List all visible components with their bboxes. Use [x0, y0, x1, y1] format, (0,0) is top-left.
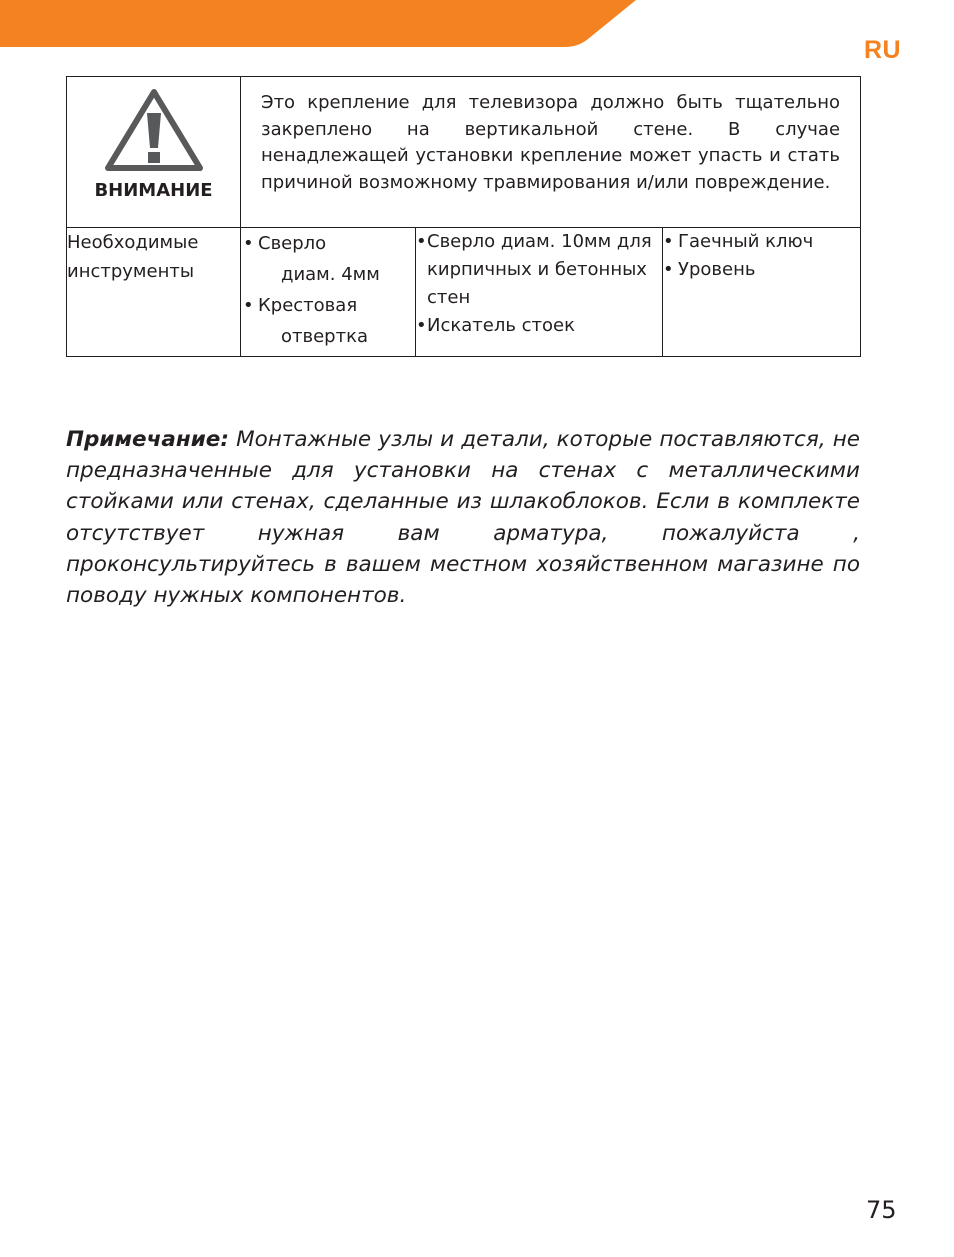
note-text: Монтажные узлы и детали, которые поставляются, не предназначенные для установки на стенах с металлическими стойками или стенах, сделанные из шлакоблоков. Если в комплекте отсутствует нужная вам арматура, пожалуйста , проконсультируйтесь в вашем местном хозяйственном магазине по поводу нужных компонентов. [66, 427, 860, 609]
tool-name: Крестовая [258, 295, 358, 316]
list-item: • Искатель стоек [416, 315, 575, 336]
list-item: • Крестовая отвертка [241, 290, 415, 352]
tool-name: Уровень [678, 259, 756, 280]
warning-text-cell [241, 77, 861, 228]
tool-name: Гаечный ключ [678, 231, 814, 252]
tools-column-wrench-level [663, 228, 861, 357]
list-item: • Уровень [663, 259, 756, 280]
tools-column-drill-screwdriver [241, 228, 416, 357]
note-paragraph [66, 424, 860, 611]
warning-triangle-icon [104, 88, 204, 172]
list-item: • Сверло диам. 10мм для кирпичных и бетонных стен [416, 231, 652, 308]
note-label: Примечание: [66, 427, 229, 452]
language-tag: RU [864, 36, 902, 64]
list-item: • Сверло диам. 4мм [241, 228, 415, 290]
tools-label: Необходимые инструменты [67, 228, 241, 357]
warning-cell [67, 77, 241, 228]
tool-detail: диам. 4мм [281, 264, 380, 285]
tool-name: Сверло диам. 10мм для кирпичных и бетонных стен [427, 231, 652, 308]
warning-label: ВНИМАНИЕ [94, 180, 213, 201]
header-accent-band [0, 0, 954, 50]
tools-column-masonry [416, 228, 663, 357]
tool-name: Искатель стоек [427, 315, 575, 336]
list-item: • Гаечный ключ [663, 231, 814, 252]
tool-name: Сверло [258, 233, 327, 254]
tool-detail: отвертка [281, 326, 368, 347]
warning-table [66, 76, 861, 357]
page-number: 75 [866, 1196, 897, 1224]
warning-text: Это крепление для телевизора должно быть тщательно закреплено на вертикальной стене. В случае ненадлежащей установки крепление может упасть и стать причиной возможному травмирования и/или повреждение. [261, 92, 841, 193]
